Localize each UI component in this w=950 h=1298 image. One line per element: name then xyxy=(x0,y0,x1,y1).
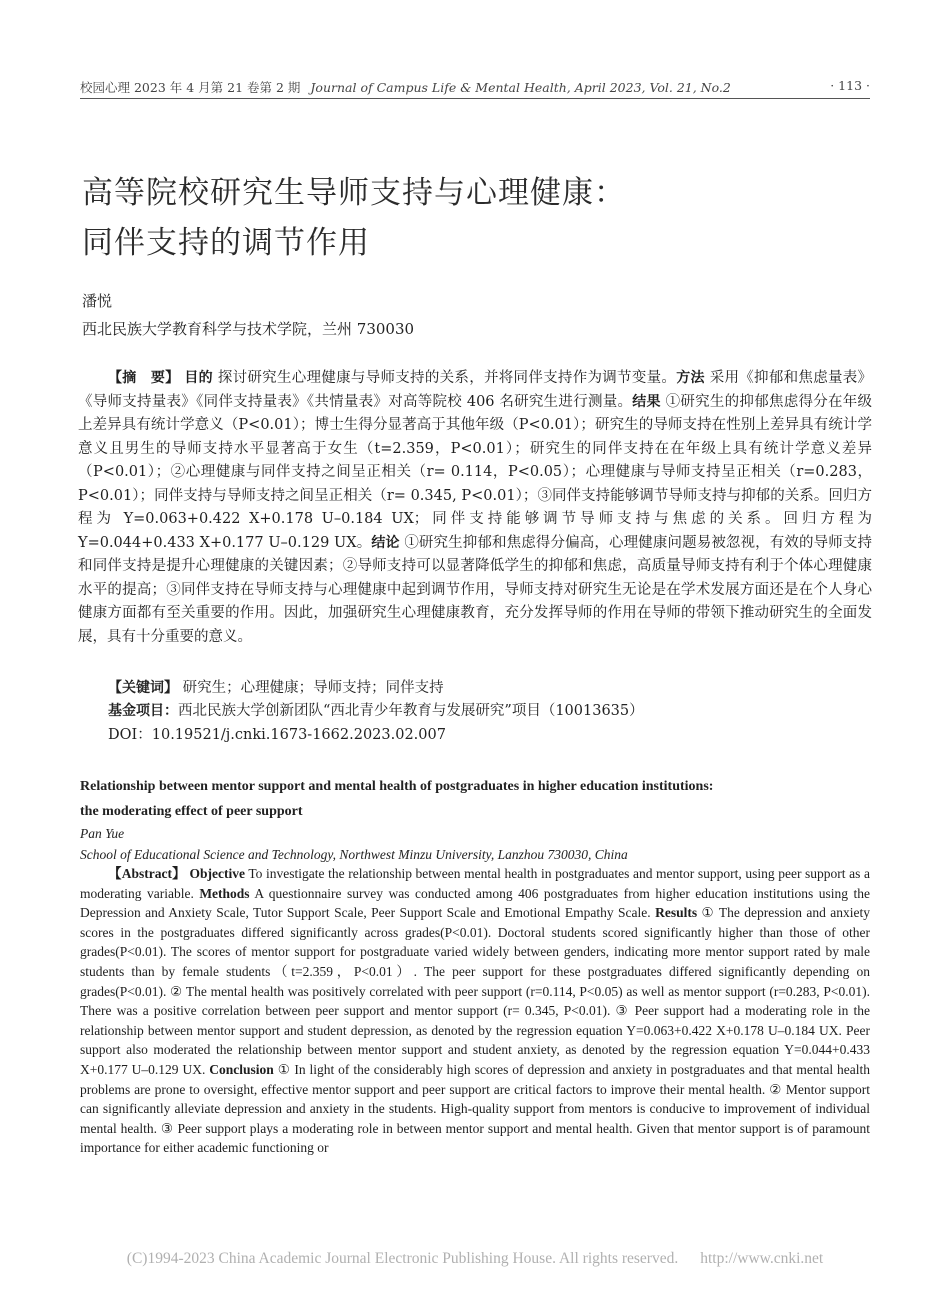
results-label: 结果 xyxy=(632,393,661,410)
affiliation: 西北民族大学教育科学与技术学院，兰州 730030 xyxy=(82,320,415,338)
keywords-value: 研究生；心理健康；导师支持；同伴支持 xyxy=(182,680,444,696)
cnki-url[interactable]: http://www.cnki.net xyxy=(700,1250,824,1267)
abstract-label: 【摘 要】 xyxy=(108,370,180,386)
abstract-cn xyxy=(78,367,872,649)
english-affiliation: School of Educational Science and Technology, Northwest Minzu University, Lanzhou 730030, China xyxy=(80,847,628,862)
article-title xyxy=(82,168,862,268)
en-conclusion-text: ① In light of the considerably high scores of depression and anxiety in postgraduates and that mental health problems are prone to oversight, effective mentor support and peer support are critical factors to improve their mental health. ② Mentor support can significantly alleviate depression and anxiety in the students. High-quality support from mentors is conducive to improvement of individual mental health. ③ Peer support plays a moderating role in between mentor support and mental health. Given that mentor support is of paramount importance for either academic functioning or xyxy=(80,1061,871,1156)
funding-label: 基金项目： xyxy=(108,703,178,719)
english-author: Pan Yue xyxy=(80,826,125,841)
objective-label: 目的 xyxy=(184,370,213,386)
english-title-line-1: Relationship between mentor support and mental health of postgraduates in higher education institutions: xyxy=(80,779,714,794)
en-methods-label: Methods xyxy=(199,885,250,901)
english-title-line-2: the moderating effect of peer support xyxy=(80,804,303,819)
en-methods-text: A questionnaire survey was conducted among 406 postgraduates from higher education institutions using the Depression and Anxiety Scale, Tutor Support Scale, Peer Support Scale and Emotional Empathy Scale. xyxy=(80,885,870,921)
funding xyxy=(108,700,644,722)
keywords-label: 【关键词】 xyxy=(108,680,178,696)
en-abstract-label: 【Abstract】 xyxy=(108,866,186,881)
keywords xyxy=(108,677,444,699)
journal-citation xyxy=(80,78,731,96)
doi: DOI：10.19521/j.cnki.1673-1662.2023.02.007 xyxy=(108,727,446,743)
journal-citation-cn: 校园心理 2023 年 4 月第 21 卷第 2 期 xyxy=(80,80,301,95)
methods-label: 方法 xyxy=(676,370,705,386)
en-results-label: Results xyxy=(655,905,698,921)
title-line-2: 同伴支持的调节作用 xyxy=(82,225,370,261)
english-title xyxy=(80,774,870,824)
en-objective-label: Objective xyxy=(189,866,246,881)
objective-text: 探讨研究生心理健康与导师支持的关系，并将同伴支持作为调节变量。 xyxy=(217,370,677,386)
conclusion-label: 结论 xyxy=(371,534,400,551)
methods-text: 采用《抑郁和焦虑量表》《导师支持量表》《同伴支持量表》《共情量表》对高等院校 406 名研究生进行测量。 xyxy=(78,370,873,410)
author: 潘悦 xyxy=(82,292,113,310)
copyright-text: (C)1994-2023 China Academic Journal Electronic Publishing House. All rights reserved. xyxy=(126,1250,679,1267)
page-number: · 113 · xyxy=(830,78,870,93)
en-objective-text: To investigate the relationship between mental health in postgraduates and mentor support, using peer support as a moderating variable. xyxy=(80,866,870,901)
abstract-en xyxy=(80,864,870,1158)
running-header xyxy=(80,76,870,99)
en-results-text: ① The depression and anxiety scores in the postgraduates differed significantly across grades(P<0.01). Doctoral students scored significantly higher than those of other grades(P<0.01). The scores of mentor support for postgraduate varied widely between genders, indicating more mentor support rated by male students than by female students（t=2.359，P<0.01）. The peer support for these postgraduates differed significantly depending on grades(P<0.01). ② The mental health was positively correlated with peer support (r=0.114, P<0.05) as well as mentor support (r=0.283, P<0.01). There was a positive correlation between peer support and mentor support (r= 0.345, P<0.01). ③ Peer support had a moderating role in the relationship between mentor support and student depression, as denoted by the regression equation Y=0.063+0.422 X+0.178 U–0.184 UX. Peer support also moderated the relationship between mentor support and student anxiety, as denoted by the regression equation Y=0.044+0.433 X+0.177 U–0.129 UX. xyxy=(80,905,871,1077)
funding-value: 西北民族大学创新团队“西北青少年教育与发展研究”项目（10013635） xyxy=(178,703,644,719)
en-conclusion-label: Conclusion xyxy=(209,1061,274,1077)
title-line-1: 高等院校研究生导师支持与心理健康： xyxy=(82,175,626,211)
conclusion-text: ①研究生抑郁和焦虑得分偏高，心理健康问题易被忽视，有效的导师支持和同伴支持是提升心理健康的关键因素；②导师支持可以显著降低学生的抑郁和焦虑，高质量导师支持有利于个体心理健康水平的提高；③同伴支持在导师支持与心理健康中起到调节作用，导师支持对研究生无论是在学术发展方面还是在个人身心健康方面都有至关重要的作用。因此，加强研究生心理健康教育，充分发挥导师的作用在导师的带领下推动研究生的全面发展，具有十分重要的意义。 xyxy=(78,534,873,645)
copyright-footer xyxy=(0,1250,950,1268)
journal-citation-en: Journal of Campus Life & Mental Health, April 2023, Vol. 21, No.2 xyxy=(310,80,731,95)
results-text: ①研究生的抑郁焦虑得分在年级上差异具有统计学意义（P<0.01）；博士生得分显著高于其他年级（P<0.01）；研究生的导师支持在性别上差异具有统计学意义且男生的导师支持水平显著高于女生（t=2.359，P<0.01）；研究生的同伴支持在在年级上具有统计学意义差异（P<0.01）；②心理健康与同伴支持之间呈正相关（r= 0.114，P<0.05）；心理健康与导师支持呈正相关（r=0.283，P<0.01）；同伴支持与导师支持之间呈正相关（r= 0.345, P<0.01）；③同伴支持能够调节导师支持与抑郁的关系。回归方程为 Y=0.063+0.422 X+0.178 U–0.184 UX；同伴支持能够调节导师支持与焦虑的关系。回归方程为 Y=0.044+0.433 X+0.177 U–0.129 UX。 xyxy=(78,393,873,551)
